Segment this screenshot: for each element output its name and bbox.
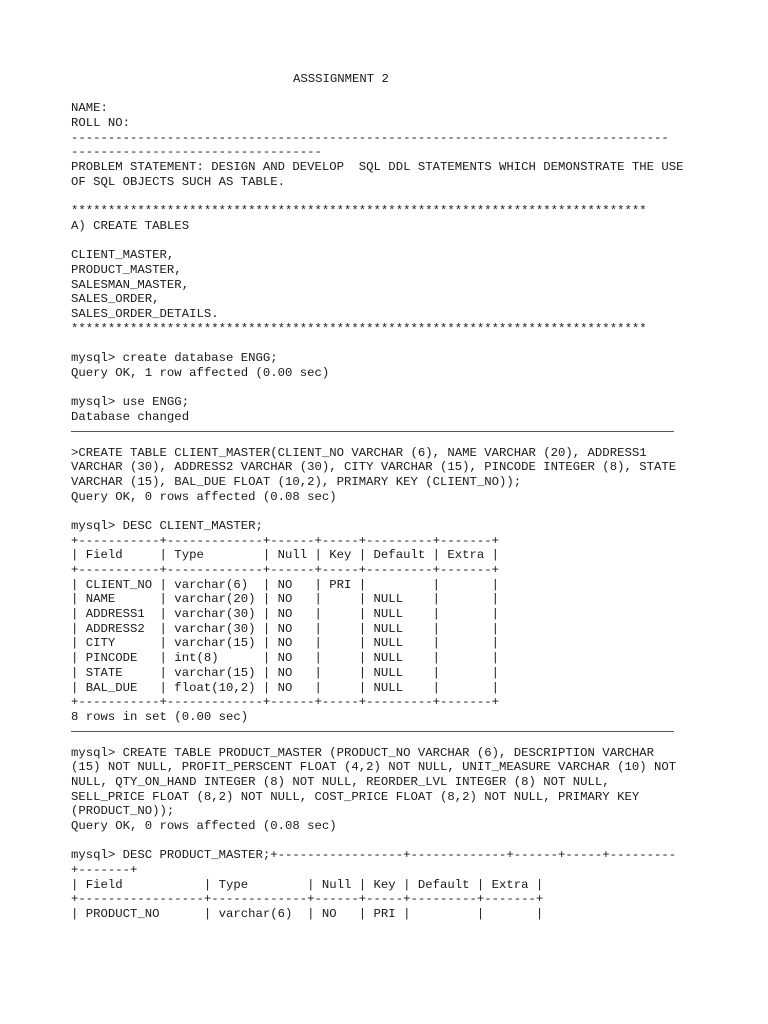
table-row: | STATE | varchar(15) | NO | | NULL | | bbox=[71, 665, 500, 680]
table-row: | CITY | varchar(15) | NO | | NULL | | bbox=[71, 636, 500, 651]
document-title: ASSSIGNMENT 2 bbox=[293, 72, 389, 86]
tables-list bbox=[71, 248, 731, 321]
table-row: | PRODUCT_NO | varchar(6) | NO | PRI | | | bbox=[71, 907, 544, 922]
table-row: | ADDRESS1 | varchar(30) | NO | | NULL | | bbox=[71, 607, 500, 622]
spacer bbox=[71, 380, 731, 395]
spacer bbox=[71, 87, 731, 102]
assignment-document bbox=[71, 72, 731, 922]
section-a-heading: A) CREATE TABLES bbox=[71, 218, 190, 233]
sql-command-line: mysql> CREATE TABLE PRODUCT_MASTER (PRODUCT_NO VARCHAR (6), DESCRIPTION VARCHAR bbox=[71, 745, 654, 760]
list-item: PRODUCT_MASTER, bbox=[71, 262, 182, 277]
dash-separator: --------------------------------------------------------------------------------- bbox=[71, 130, 669, 145]
table-border: +-----------+-------------+------+-----+---------+-------+ bbox=[71, 533, 500, 548]
spacer bbox=[71, 190, 731, 205]
table-border: +-------+ bbox=[71, 863, 138, 878]
sql-output: Query OK, 1 row affected (0.00 sec) bbox=[71, 365, 330, 380]
roll-no-label: ROLL NO: bbox=[71, 116, 131, 131]
sql-command-line: >CREATE TABLE CLIENT_MASTER(CLIENT_NO VARCHAR (6), NAME VARCHAR (20), ADDRESS1 bbox=[71, 445, 647, 460]
dash-separator-continued: ---------------------------------- bbox=[71, 145, 322, 160]
create-product-master-block bbox=[71, 746, 731, 834]
table-row: | CLIENT_NO | varchar(6) | NO | PRI | | | bbox=[71, 577, 500, 592]
spacer bbox=[71, 834, 731, 849]
list-item: SALES_ORDER, bbox=[71, 292, 160, 307]
problem-statement-line: OF SQL OBJECTS SUCH AS TABLE. bbox=[71, 174, 286, 189]
table-border: +-----------+-------------+------+-----+---------+-------+ bbox=[71, 695, 500, 710]
sql-command-line: SELL_PRICE FLOAT (8,2) NOT NULL, COST_PRICE FLOAT (8,2) NOT NULL, PRIMARY KEY bbox=[71, 789, 640, 804]
sql-output: Query OK, 0 rows affected (0.08 sec) bbox=[71, 489, 337, 504]
table-row: | NAME | varchar(20) | NO | | NULL | | bbox=[71, 592, 500, 607]
sql-output: 8 rows in set (0.00 sec) bbox=[71, 709, 249, 724]
sql-command: mysql> DESC PRODUCT_MASTER;+-----------------+-------------+------+-----+--------- bbox=[71, 848, 677, 863]
sql-output: Database changed bbox=[71, 409, 190, 424]
spacer bbox=[71, 336, 731, 351]
list-item: SALES_ORDER_DETAILS. bbox=[71, 307, 219, 321]
sql-command-line: NULL, QTY_ON_HAND INTEGER (8) NOT NULL, REORDER_LVL INTEGER (8) NOT NULL, bbox=[71, 774, 610, 789]
table-border: +-----------------+-------------+------+-----+---------+-------+ bbox=[71, 892, 544, 907]
table-row: | PINCODE | int(8) | NO | | NULL | | bbox=[71, 651, 500, 666]
desc-product-master-block bbox=[71, 848, 731, 921]
spacer bbox=[71, 504, 731, 519]
problem-statement-line: PROBLEM STATEMENT: DESIGN AND DEVELOP SQL DDL STATEMENTS WHICH DEMONSTRATE THE USE bbox=[71, 160, 684, 175]
use-database-block bbox=[71, 395, 731, 424]
list-item: SALESMAN_MASTER, bbox=[71, 277, 190, 292]
table-header-row: | Field | Type | Null | Key | Default | Extra | bbox=[71, 877, 544, 892]
table-row: | BAL_DUE | float(10,2) | NO | | NULL | | bbox=[71, 680, 500, 695]
table-row: | ADDRESS2 | varchar(30) | NO | | NULL | | bbox=[71, 621, 500, 636]
sql-command-line: (PRODUCT_NO)); bbox=[71, 804, 175, 819]
problem-statement bbox=[71, 160, 731, 189]
name-label: NAME: bbox=[71, 101, 108, 116]
create-database-block bbox=[71, 351, 731, 380]
star-separator: ****************************************************************************** bbox=[71, 204, 647, 219]
horizontal-rule bbox=[71, 431, 674, 432]
sql-command-line: (15) NOT NULL, PROFIT_PERSCENT FLOAT (4,2) NOT NULL, UNIT_MEASURE VARCHAR (10) NOT bbox=[71, 760, 677, 775]
create-client-master-block bbox=[71, 446, 731, 505]
table-border: +-----------+-------------+------+-----+---------+-------+ bbox=[71, 563, 500, 577]
star-separator: ****************************************************************************** bbox=[71, 321, 647, 336]
sql-command-line: VARCHAR (15), BAL_DUE FLOAT (10,2), PRIMARY KEY (CLIENT_NO)); bbox=[71, 474, 522, 489]
table-header-row: | Field | Type | Null | Key | Default | Extra | bbox=[71, 548, 500, 563]
desc-client-master-block bbox=[71, 519, 731, 725]
sql-command: mysql> use ENGG; bbox=[71, 395, 190, 410]
spacer bbox=[71, 234, 731, 249]
list-item: CLIENT_MASTER, bbox=[71, 248, 175, 263]
sql-output: Query OK, 0 rows affected (0.08 sec) bbox=[71, 819, 337, 833]
sql-command: mysql> DESC CLIENT_MASTER; bbox=[71, 518, 263, 533]
horizontal-rule bbox=[71, 731, 674, 732]
sql-command: mysql> create database ENGG; bbox=[71, 351, 278, 366]
sql-command-line: VARCHAR (30), ADDRESS2 VARCHAR (30), CITY VARCHAR (15), PINCODE INTEGER (8), STATE bbox=[71, 460, 677, 475]
